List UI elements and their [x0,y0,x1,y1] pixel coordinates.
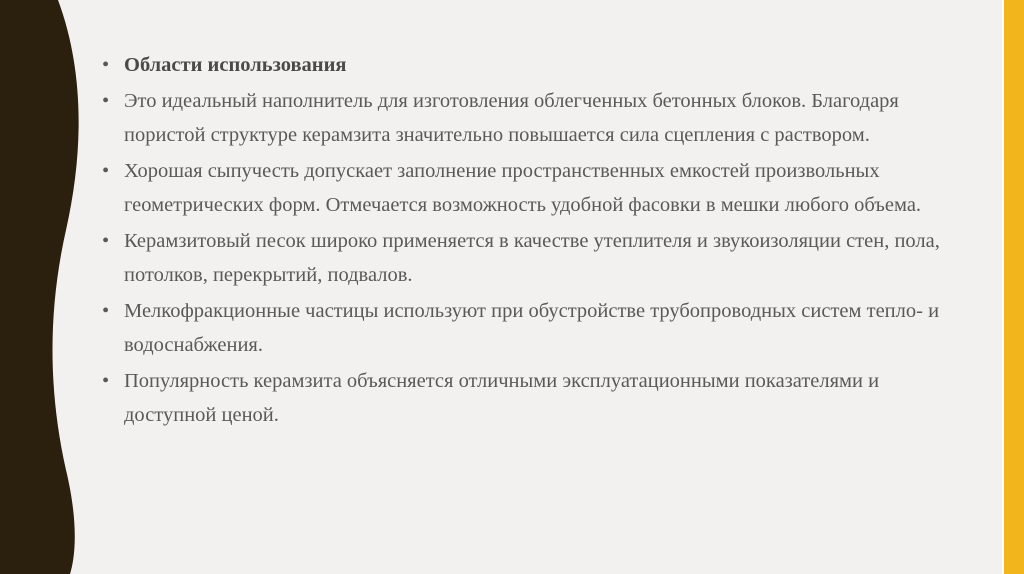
accent-bar [1004,0,1024,574]
bullet-icon: • [102,54,110,76]
bullet-icon: • [102,230,110,252]
bullet-icon: • [102,370,110,392]
section-heading: Области использования [124,54,347,76]
list-item [102,154,962,222]
item-text: Керамзитовый песок широко применяется в качестве утеплителя и звукоизоляции стен, пола, потолков, перекрытий, подвалов. [124,230,940,286]
wave-shape [0,0,90,574]
item-text: Хорошая сыпучесть допускает заполнение пространственных емкостей произвольных геометрических форм. Отмечается возможность удобной фасовки в мешки любого объема. [124,160,922,216]
list-item [102,224,962,292]
bullet-icon: • [102,160,110,182]
item-text: Популярность керамзита объясняется отличными эксплуатационными показателями и доступной ценой. [124,370,880,426]
decorative-wave-band [0,0,90,574]
item-text: Это идеальный наполнитель для изготовления облегченных бетонных блоков. Благодаря пористой структуре керамзита значительно повышается сила сцепления с раствором. [124,90,899,146]
list-item [102,364,962,432]
bullet-icon: • [102,90,110,112]
list-item [102,48,962,82]
list-item [102,84,962,152]
slide-content [102,48,962,434]
list-item [102,294,962,362]
item-text: Мелкофракционные частицы используют при обустройстве трубопроводных систем тепло- и водоснабжения. [124,300,940,356]
bullet-icon: • [102,300,110,322]
bullet-list [102,48,962,432]
